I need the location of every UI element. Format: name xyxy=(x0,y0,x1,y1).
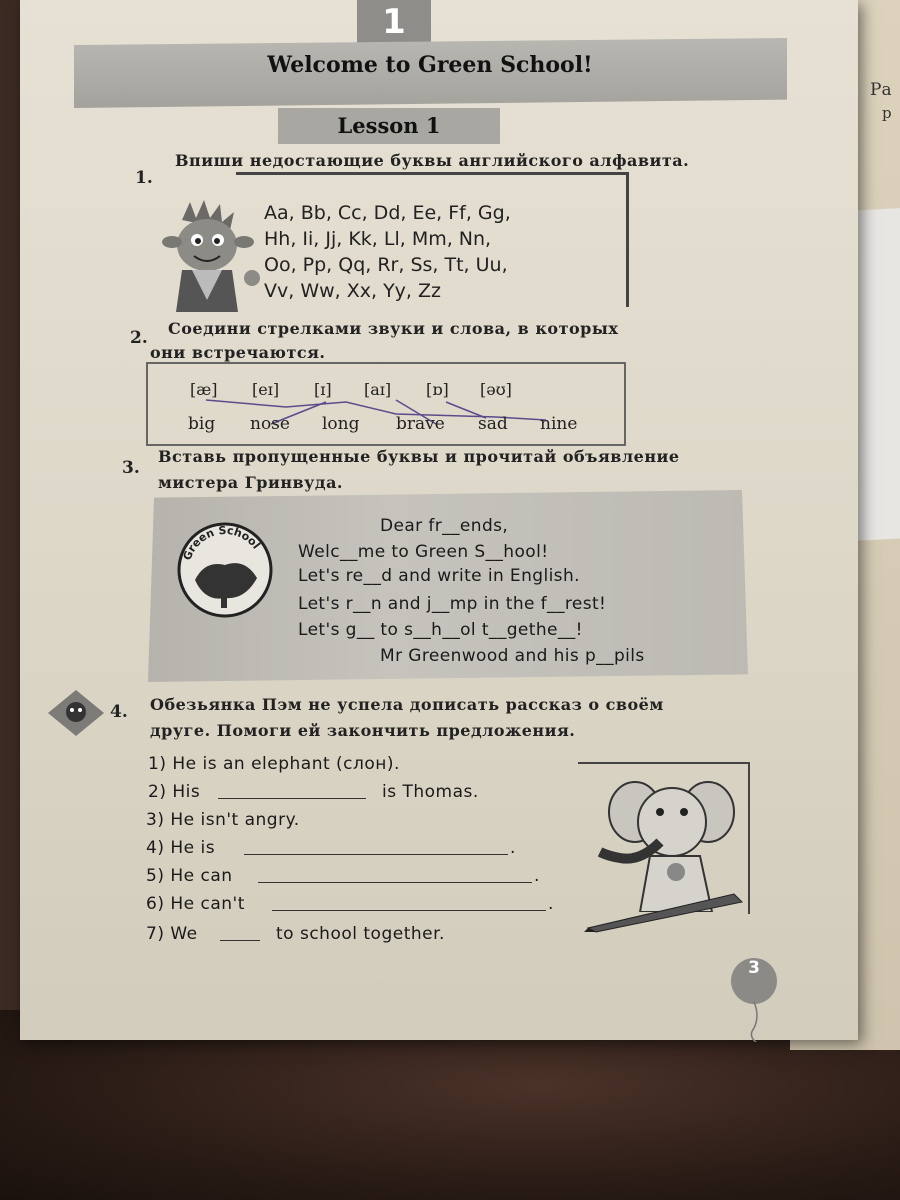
task-1-instruction: Впиши недостающие буквы английского алфавита. xyxy=(175,151,690,170)
notice-line-1: Dear fr__ends, xyxy=(380,516,509,536)
sound-1: [æ] xyxy=(190,380,218,399)
task-1-number: 1. xyxy=(135,168,153,188)
notice-line-3: Let's re__d and write in English. xyxy=(298,566,580,586)
goblin-illustration xyxy=(152,200,262,318)
sound-3: [ɪ] xyxy=(314,380,332,399)
sound-5: [ɒ] xyxy=(426,380,449,399)
sentence-6-start: 6) He can't xyxy=(146,894,245,914)
notice-line-2: Welc__me to Green S__hool! xyxy=(298,542,549,562)
sentence-3: 3) He isn't angry. xyxy=(146,810,300,830)
sentence-6-end: . xyxy=(548,894,554,914)
word-4: brave xyxy=(396,414,445,434)
alphabet-line-1: Aa, Bb, Cc, Dd, Ee, Ff, Gg, xyxy=(264,202,511,224)
task-2-instruction-2: они встречаются. xyxy=(150,343,326,362)
notice-line-4: Let's r__n and j__mp in the f__rest! xyxy=(298,594,607,614)
word-2: nose xyxy=(250,414,290,434)
sentence-5-end: . xyxy=(534,866,540,886)
pen-icon xyxy=(584,888,749,933)
alphabet-line-2: Hh, Ii, Jj, Kk, Ll, Mm, Nn, xyxy=(264,228,492,250)
sound-6: [əʊ] xyxy=(480,380,512,399)
monkey-icon xyxy=(48,690,104,736)
word-1: big xyxy=(188,414,216,434)
task-2-instruction-1: Соедини стрелками звуки и слова, в которых xyxy=(168,319,619,338)
sentence-5-start: 5) He can xyxy=(146,866,233,886)
notice-line-5: Let's g__ to s__h__ol t__gethe__! xyxy=(298,620,583,640)
page-number: 3 xyxy=(731,958,777,1004)
task-3-number: 3. xyxy=(122,458,140,478)
word-6: nine xyxy=(540,414,578,434)
task-4-instruction-2: друге. Помоги ей закончить предложения. xyxy=(150,721,576,740)
green-school-logo xyxy=(175,520,275,620)
task-4-instruction-1: Обезьянка Пэм не успела дописать рассказ о своём xyxy=(150,695,664,714)
sentence-7-start: 7) We xyxy=(146,924,198,944)
sentence-2-end: is Thomas. xyxy=(382,782,479,802)
task-2-number: 2. xyxy=(130,328,148,348)
alphabet-lines xyxy=(264,200,624,304)
balloon-string xyxy=(746,1002,766,1042)
sentence-1: 1) He is an elephant (слон). xyxy=(148,754,400,774)
blank-5[interactable] xyxy=(258,882,532,883)
blank-7[interactable] xyxy=(220,940,260,941)
alphabet-line-4: Vv, Ww, Xx, Yy, Zz xyxy=(264,280,441,302)
word-3: long xyxy=(322,414,360,434)
task-4-number: 4. xyxy=(110,702,128,722)
blank-6[interactable] xyxy=(272,910,546,911)
blank-2[interactable] xyxy=(218,798,366,799)
sentence-4-start: 4) He is xyxy=(146,838,216,858)
page-title: Welcome to Green School! xyxy=(267,52,593,78)
lesson-heading: Lesson 1 xyxy=(278,108,500,144)
notice-line-6: Mr Greenwood and his p__pils xyxy=(380,646,645,666)
unit-number-tab: 1 xyxy=(357,0,431,48)
blank-4[interactable] xyxy=(244,854,508,855)
sound-2: [eɪ] xyxy=(252,380,280,399)
alphabet-line-3: Oo, Pp, Qq, Rr, Ss, Tt, Uu, xyxy=(264,254,508,276)
right-text-3: р xyxy=(882,104,892,122)
task-3-instruction-1: Вставь пропущенные буквы и прочитай объявление xyxy=(158,447,680,466)
logo-text: Green School xyxy=(180,523,263,563)
word-5: sad xyxy=(478,414,508,434)
task-3-instruction-2: мистера Гринвуда. xyxy=(158,473,343,492)
sentence-4-end: . xyxy=(510,838,516,858)
sentence-2-start: 2) His xyxy=(148,782,201,802)
sound-4: [aɪ] xyxy=(364,380,392,399)
right-text-1: Ра xyxy=(870,80,892,100)
sentence-7-end: to school together. xyxy=(276,924,445,944)
